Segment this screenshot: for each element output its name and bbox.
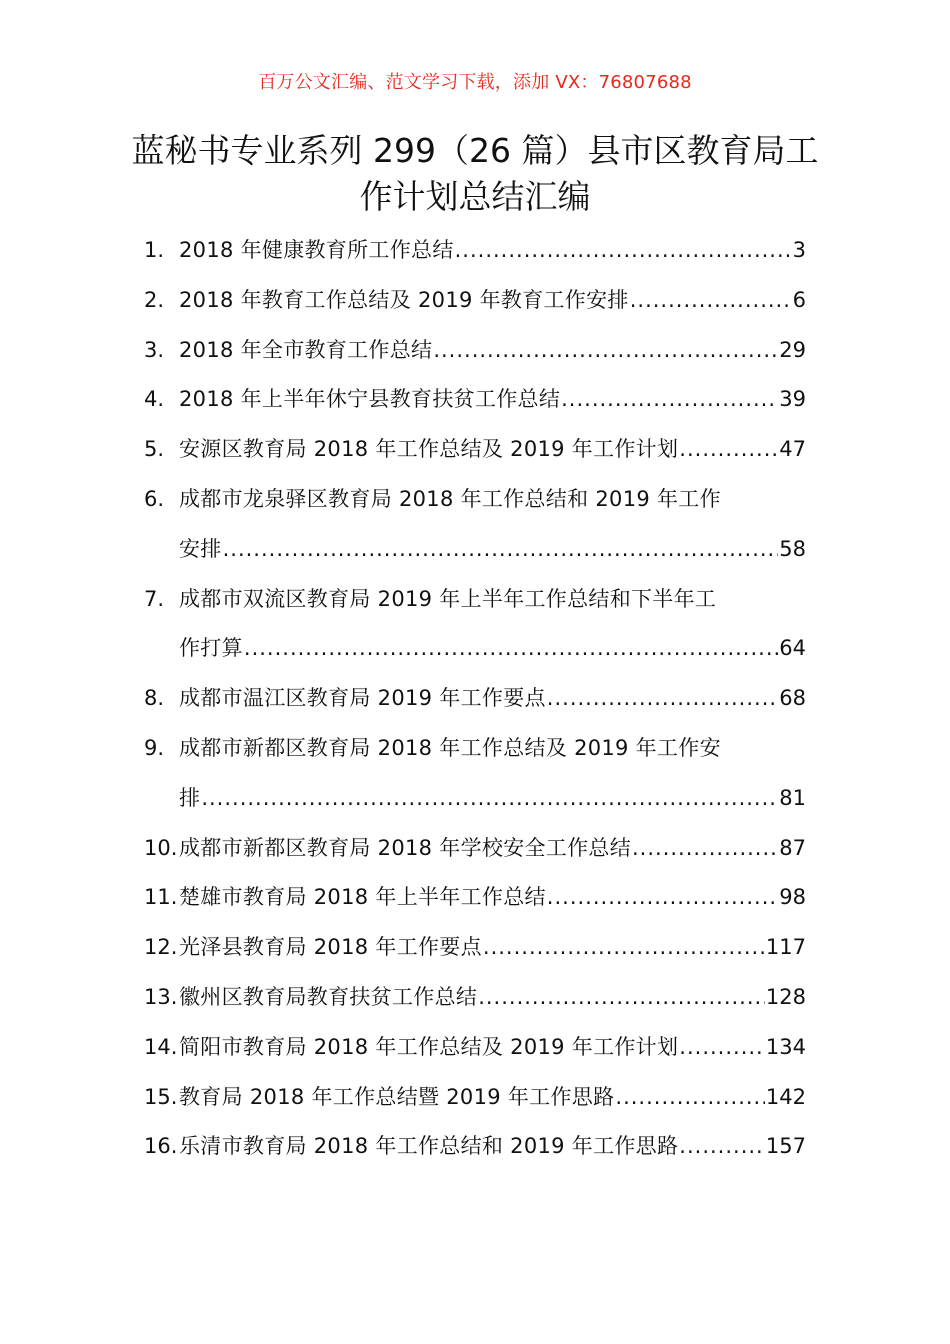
toc-entry[interactable] bbox=[144, 724, 806, 824]
toc-entry-number: 2. bbox=[144, 287, 165, 312]
toc-entry[interactable] bbox=[144, 475, 806, 575]
toc-entry-number: 14. bbox=[144, 1034, 178, 1059]
toc-entry-title: 2018 年健康教育所工作总结 bbox=[179, 238, 454, 262]
toc-entry-leader-line bbox=[179, 1023, 806, 1073]
toc-entry-leader-line bbox=[179, 774, 806, 824]
toc-entry-title: 乐清市教育局 2018 年工作总结和 2019 年工作思路 bbox=[179, 1134, 679, 1159]
toc-entry-page-number: 142 bbox=[765, 1084, 806, 1109]
toc-entry[interactable] bbox=[144, 1122, 806, 1172]
toc-entry-body bbox=[179, 425, 806, 475]
toc-entry[interactable] bbox=[144, 425, 806, 475]
toc-entry-leader-line bbox=[179, 873, 806, 923]
toc-entry[interactable] bbox=[144, 674, 806, 724]
toc-entry-page-number: 68 bbox=[779, 686, 806, 711]
dot-leader bbox=[679, 1122, 765, 1172]
toc-entry-number: 8. bbox=[144, 686, 165, 711]
toc-entry-title: 2018 年教育工作总结及 2019 年教育工作安排 bbox=[179, 287, 629, 312]
dot-leader bbox=[615, 1073, 765, 1123]
toc-entry-page-number: 134 bbox=[765, 1034, 806, 1059]
dot-leader bbox=[223, 525, 779, 575]
toc-entry-page-number: 39 bbox=[779, 387, 806, 412]
toc-entry-page-number: 6 bbox=[792, 287, 806, 312]
toc-entry-title: 楚雄市教育局 2018 年上半年工作总结 bbox=[179, 885, 546, 910]
toc-entry-number: 11. bbox=[144, 885, 178, 910]
toc-entry-body bbox=[179, 276, 806, 326]
dot-leader bbox=[679, 1023, 765, 1073]
toc-entry-number: 6. bbox=[144, 486, 165, 511]
toc-entry-page-number: 81 bbox=[779, 785, 806, 810]
toc-entry-leader-line bbox=[179, 824, 806, 874]
dot-leader bbox=[455, 226, 792, 276]
toc-entry-number: 16. bbox=[144, 1134, 178, 1159]
toc-entry-leader-line bbox=[179, 326, 806, 376]
toc-entry-title: 作打算 bbox=[179, 636, 243, 661]
toc-entry-page-number: 98 bbox=[779, 885, 806, 910]
dot-leader bbox=[478, 973, 765, 1023]
toc-entry-leader-line bbox=[179, 674, 806, 724]
toc-entry-leader-line bbox=[179, 923, 806, 973]
dot-leader bbox=[433, 326, 778, 376]
dot-leader bbox=[547, 674, 778, 724]
toc-entry-body bbox=[179, 1122, 806, 1172]
toc-entry-body bbox=[179, 923, 806, 973]
document-title: 蓝秘书专业系列 299（26 篇）县市区教育局工作计划总结汇编 bbox=[131, 131, 819, 216]
toc-entry-title-line: 成都市龙泉驿区教育局 2018 年工作总结和 2019 年工作 bbox=[179, 486, 721, 511]
toc-entry-body bbox=[179, 326, 806, 376]
toc-entry[interactable] bbox=[144, 973, 806, 1023]
table-of-contents bbox=[144, 226, 806, 1172]
toc-entry-number: 4. bbox=[144, 387, 165, 412]
toc-entry-title-line: 成都市新都区教育局 2018 年工作总结及 2019 年工作安 bbox=[179, 735, 721, 760]
toc-entry[interactable] bbox=[144, 1023, 806, 1073]
toc-entry-leader-line bbox=[179, 525, 806, 575]
toc-entry-body bbox=[179, 973, 806, 1023]
toc-entry[interactable] bbox=[144, 326, 806, 376]
toc-entry-title: 教育局 2018 年工作总结暨 2019 年工作思路 bbox=[179, 1084, 615, 1109]
toc-entry-leader-line bbox=[179, 1122, 806, 1172]
toc-entry-body bbox=[179, 873, 806, 923]
toc-entry-number: 5. bbox=[144, 437, 165, 462]
dot-leader bbox=[244, 624, 778, 674]
dot-leader bbox=[632, 824, 778, 874]
toc-entry-page-number: 87 bbox=[779, 835, 806, 860]
toc-entry-leader-line bbox=[179, 624, 806, 674]
toc-entry-page-number: 157 bbox=[765, 1134, 806, 1159]
toc-entry-body bbox=[179, 724, 806, 824]
toc-entry-title: 简阳市教育局 2018 年工作总结及 2019 年工作计划 bbox=[179, 1034, 679, 1059]
toc-entry[interactable] bbox=[144, 824, 806, 874]
toc-entry-page-number: 47 bbox=[779, 437, 806, 462]
toc-entry-title: 成都市新都区教育局 2018 年学校安全工作总结 bbox=[179, 835, 631, 860]
dot-leader bbox=[483, 923, 765, 973]
toc-entry-number: 9. bbox=[144, 735, 165, 760]
toc-entry[interactable] bbox=[144, 873, 806, 923]
dot-leader bbox=[561, 375, 778, 425]
toc-entry-page-number: 117 bbox=[765, 935, 806, 960]
toc-entry-title-line: 成都市双流区教育局 2019 年上半年工作总结和下半年工 bbox=[179, 586, 717, 611]
dot-leader bbox=[679, 425, 778, 475]
toc-entry-title: 排 bbox=[179, 785, 201, 810]
toc-entry-body bbox=[179, 1073, 806, 1123]
toc-entry-leader-line bbox=[179, 226, 806, 276]
toc-entry[interactable] bbox=[144, 575, 806, 675]
toc-entry-body bbox=[179, 575, 806, 675]
toc-entry-title: 徽州区教育局教育扶贫工作总结 bbox=[179, 984, 478, 1009]
toc-entry[interactable] bbox=[144, 276, 806, 326]
toc-entry[interactable] bbox=[144, 226, 806, 276]
toc-entry-number: 7. bbox=[144, 586, 165, 611]
toc-entry-body bbox=[179, 1023, 806, 1073]
toc-entry-number: 10. bbox=[144, 835, 178, 860]
toc-entry-body bbox=[179, 226, 806, 276]
toc-entry-title: 2018 年上半年休宁县教育扶贫工作总结 bbox=[179, 387, 561, 412]
dot-leader bbox=[201, 774, 778, 824]
toc-entry-leader-line bbox=[179, 425, 806, 475]
toc-entry-body bbox=[179, 475, 806, 575]
toc-entry-page-number: 128 bbox=[765, 984, 806, 1009]
dot-leader bbox=[630, 276, 792, 326]
dot-leader bbox=[547, 873, 778, 923]
toc-entry-title: 安源区教育局 2018 年工作总结及 2019 年工作计划 bbox=[179, 437, 679, 462]
toc-entry-body bbox=[179, 824, 806, 874]
toc-entry-number: 13. bbox=[144, 984, 178, 1009]
toc-entry-number: 12. bbox=[144, 935, 178, 960]
toc-entry-leader-line bbox=[179, 276, 806, 326]
toc-entry-title: 成都市温江区教育局 2019 年工作要点 bbox=[179, 686, 546, 711]
toc-entry-page-number: 29 bbox=[779, 337, 806, 362]
toc-entry-title: 光泽县教育局 2018 年工作要点 bbox=[179, 935, 482, 960]
toc-entry-title: 安排 bbox=[179, 536, 222, 561]
toc-entry-number: 15. bbox=[144, 1084, 178, 1109]
toc-entry-number: 1. bbox=[144, 238, 165, 262]
toc-entry-page-number: 3 bbox=[792, 238, 806, 262]
toc-entry-leader-line bbox=[179, 375, 806, 425]
toc-entry-body bbox=[179, 375, 806, 425]
toc-entry-body bbox=[179, 674, 806, 724]
toc-entry-leader-line bbox=[179, 973, 806, 1023]
toc-entry-number: 3. bbox=[144, 337, 165, 362]
toc-entry[interactable] bbox=[144, 375, 806, 425]
toc-entry-page-number: 58 bbox=[779, 536, 806, 561]
toc-entry[interactable] bbox=[144, 923, 806, 973]
toc-entry[interactable] bbox=[144, 1073, 806, 1123]
toc-entry-page-number: 64 bbox=[779, 636, 806, 661]
header-note: 百万公文汇编、范文学习下载，添加 VX：76807688 bbox=[258, 72, 692, 93]
toc-entry-leader-line bbox=[179, 1073, 806, 1123]
toc-entry-title: 2018 年全市教育工作总结 bbox=[179, 337, 433, 362]
